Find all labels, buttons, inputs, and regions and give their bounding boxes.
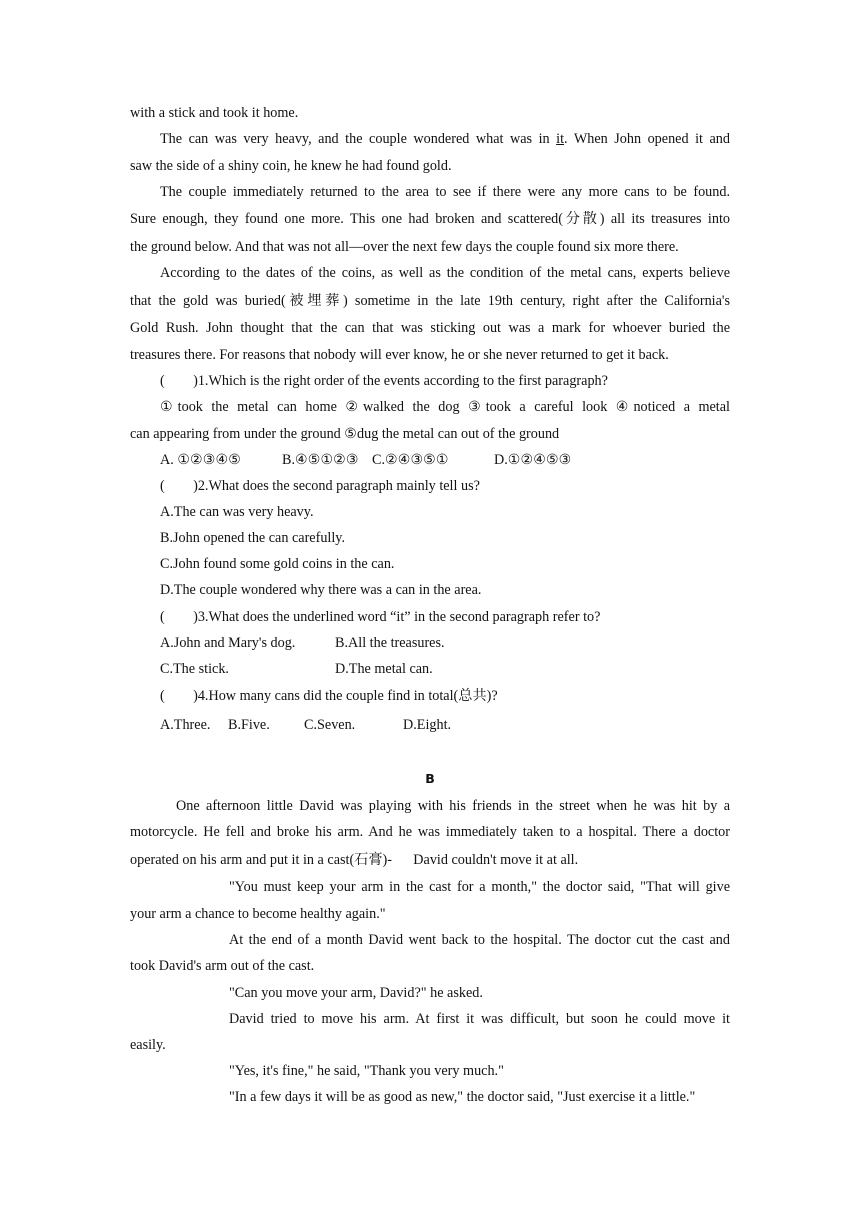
question-1-items-line-2: can appearing from under the ground ⑤dug the metal can out of the ground xyxy=(130,426,560,442)
question-4-option-a: A.Three. xyxy=(160,717,211,733)
question-1-items-line-1: ①took the metal can home ②walked the dog ③took a careful look ④noticed a metal xyxy=(160,399,730,415)
paragraph-3-line-3: the ground below. And that was not all—over the next few days the couple found six more there. xyxy=(130,239,679,255)
question-3-option-c: C.The stick. xyxy=(160,661,229,677)
paragraph-4-line-2: that the gold was buried(被埋葬) sometime in the late 19th century, right after the California's xyxy=(130,293,730,309)
b-paragraph-1-line-1: One afternoon little David was playing with his friends in the street when he was hit by a xyxy=(176,798,730,814)
paragraph-3-line-1: The couple immediately returned to the area to see if there were any more cans to be found. xyxy=(160,184,730,200)
b-paragraph-2-line-1: "You must keep your arm in the cast for a month," the doctor said, "That will give xyxy=(229,879,730,895)
b-paragraph-5-line-1: David tried to move his arm. At first it was difficult, but soon he could move it xyxy=(229,1011,730,1027)
question-4-option-d: D.Eight. xyxy=(403,717,452,733)
paragraph-4-line-1: According to the dates of the coins, as well as the condition of the metal cans, experts believe xyxy=(160,265,730,281)
question-4-option-b: B.Five. xyxy=(228,717,270,733)
b-paragraph-7: "In a few days it will be as good as new," the doctor said, "Just exercise it a little." xyxy=(229,1089,696,1105)
b-paragraph-3-line-2: took David's arm out of the cast. xyxy=(130,958,315,974)
question-2-stem: ( )2.What does the second paragraph mainly tell us? xyxy=(160,478,480,494)
b-paragraph-4: "Can you move your arm, David?" he asked. xyxy=(229,985,483,1001)
paragraph-4-line-3: Gold Rush. John thought that the can that was sticking out was a mark for whoever buried the xyxy=(130,320,730,336)
question-3-stem: ( )3.What does the underlined word “it” in the second paragraph refer to? xyxy=(160,609,601,625)
question-2-option-a: A.The can was very heavy. xyxy=(160,504,314,520)
b-paragraph-3-line-1: At the end of a month David went back to the hospital. The doctor cut the cast and xyxy=(229,932,730,948)
underlined-word-it: it xyxy=(556,131,565,147)
paragraph-2-line-1 xyxy=(160,130,730,148)
question-1-option-c: C.②④③⑤① xyxy=(372,452,449,468)
paragraph-1-end: with a stick and took it home. xyxy=(130,105,299,121)
question-4-stem: ( )4.How many cans did the couple find in total(总共)? xyxy=(160,688,498,704)
b-paragraph-2-line-2: your arm a chance to become healthy again." xyxy=(130,906,386,922)
question-3-option-d: D.The metal can. xyxy=(335,661,433,677)
section-heading-b: B xyxy=(425,771,435,786)
paragraph-2-line-2: saw the side of a shiny coin, he knew he had found gold. xyxy=(130,158,452,174)
question-2-option-d: D.The couple wondered why there was a can in the area. xyxy=(160,582,482,598)
question-1-option-b: B.④⑤①②③ xyxy=(282,452,359,468)
question-1-option-a: A. ①②③④⑤ xyxy=(160,452,241,468)
question-1-option-d: D.①②④⑤③ xyxy=(494,452,572,468)
b-paragraph-6: "Yes, it's fine," he said, "Thank you very much." xyxy=(229,1063,504,1079)
question-1-stem: ( )1.Which is the right order of the events according to the first paragraph? xyxy=(160,373,608,389)
text-span: . When John opened it and xyxy=(564,131,730,147)
question-3-option-a: A.John and Mary's dog. xyxy=(160,635,296,651)
question-2-option-b: B.John opened the can carefully. xyxy=(160,530,346,546)
b-paragraph-1-line-2: motorcycle. He fell and broke his arm. And he was immediately taken to a hospital. There a doctor xyxy=(130,824,730,840)
text-span: The can was very heavy, and the couple wondered what was in xyxy=(160,131,557,147)
question-3-option-b: B.All the treasures. xyxy=(335,635,445,651)
question-4-option-c: C.Seven. xyxy=(304,717,356,733)
paragraph-4-line-4: treasures there. For reasons that nobody will ever know, he or she never returned to get it back. xyxy=(130,347,669,363)
b-paragraph-5-line-2: easily. xyxy=(130,1037,166,1053)
question-2-option-c: C.John found some gold coins in the can. xyxy=(160,556,395,572)
paragraph-3-line-2: Sure enough, they found one more. This one had broken and scattered(分散) all its treasures into xyxy=(130,211,730,227)
b-paragraph-1-line-3: operated on his arm and put it in a cast(石膏)- David couldn't move it at all. xyxy=(130,852,579,868)
